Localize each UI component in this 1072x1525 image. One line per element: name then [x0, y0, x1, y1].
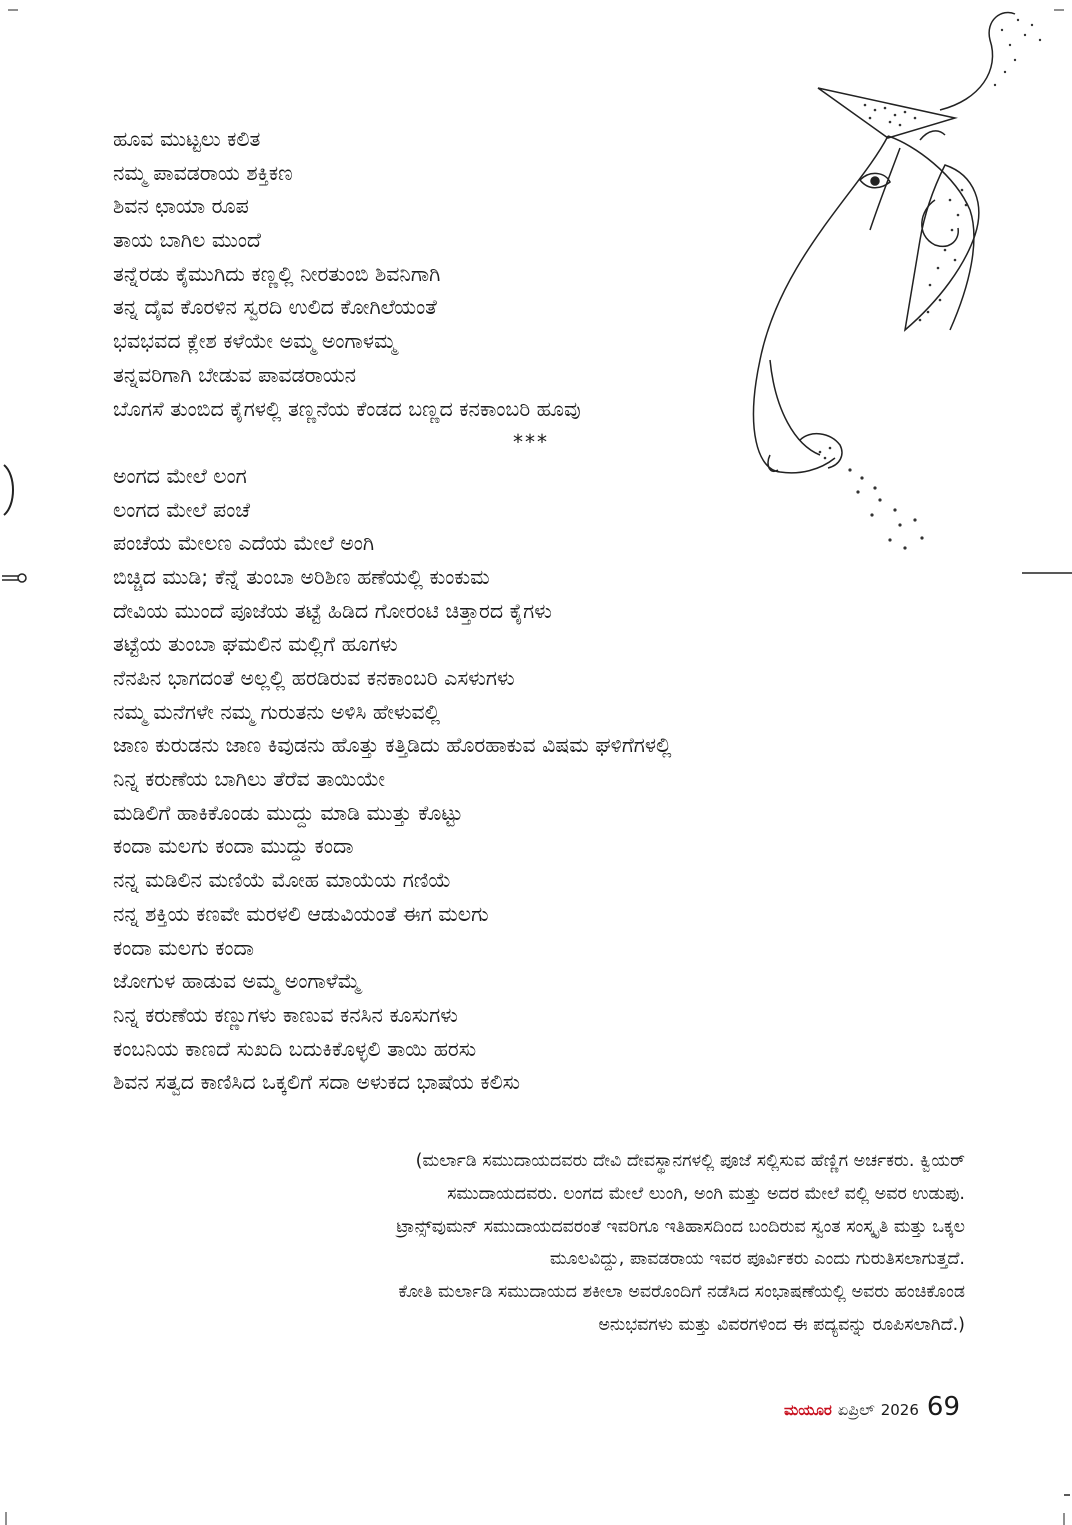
poem-line: ಮಡಿಲಿಗೆ ಹಾಕಿಕೊಂಡು ಮುದ್ದು ಮಾಡಿ ಮುತ್ತು ಕೊಟ್ಟು [113, 800, 463, 825]
poem-line: ಅಂಗದ ಮೇಲೆ ಲಂಗ [113, 463, 247, 488]
poem-line: ತಾಯ ಬಾಗಿಲ ಮುಂದೆ [113, 228, 261, 253]
poem-body [113, 123, 973, 1100]
issue-month: ಏಪ್ರಿಲ್ [837, 1400, 875, 1419]
note-line: ಟ್ರಾನ್ಸ್‌ವುಮನ್ ಸಮುದಾಯದವರಂತೆ ಇವರಿಗೂ ಇತಿಹಾಸದಿಂದ ಬಂದಿರುವ ಸ್ವಂತ ಸಂಸ್ಕೃತಿ ಮತ್ತು ಒಕ್ಕಲ [396, 1216, 965, 1237]
poem-line: ಹೂವ ಮುಟ್ಟಲು ಕಲಿತ [113, 127, 261, 151]
poem-line: ಜೋಗುಳ ಹಾಡುವ ಅಮ್ಮ ಅಂಗಾಳೆಮ್ಮೆ [113, 969, 361, 994]
note-line: ಅನುಭವಗಳು ಮತ್ತು ವಿವರಗಳಿಂದ ಈ ಪದ್ಯವನ್ನು ರೂಪಿಸಲಾಗಿದೆ.) [598, 1314, 965, 1335]
poem-line: ಕಂದಾ ಮಲಗು ಕಂದಾ [113, 935, 254, 960]
issue-year: 2026 [880, 1401, 919, 1419]
poem-line: ಬಿಚ್ಚಿದ ಮುಡಿ; ಕೆನ್ನೆ ತುಂಬಾ ಅರಿಶಿಣ ಹಣೆಯಲ್ಲಿ ಕುಂಕುಮ [113, 564, 490, 589]
page-footer [784, 1392, 960, 1422]
poem-line: ನೆನಪಿನ ಭಾಗದಂತೆ ಅಲ್ಲಲ್ಲಿ ಹರಡಿರುವ ಕನಕಾಂಬರಿ ಎಸಳುಗಳು [113, 666, 515, 690]
poem-line: ಭವಭವದ ಕ್ಲೇಶ ಕಳೆಯೇ ಅಮ್ಮ ಅಂಗಾಳಮ್ಮ [113, 329, 397, 354]
poem-line: ಕಂಬನಿಯ ಕಾಣದೆ ಸುಖದಿ ಬದುಕಿಕೊಳ್ಳಲಿ ತಾಯಿ ಹರಸು [113, 1036, 477, 1061]
corner-crop-mark [1052, 0, 1072, 20]
poem-note [115, 1145, 965, 1342]
poem-line: ಶಿವನ ಸತ್ವದ ಕಾಣಿಸಿದ ಒಕ್ಕಲಿಗೆ ಸದಾ ಅಳುಕದ ಭಾಷೆಯ ಕಲಿಸು [113, 1070, 521, 1095]
stanza-separator: *** [513, 430, 549, 455]
poem-line: ತಟ್ಟೆಯ ತುಂಬಾ ಘಮಲಿನ ಮಲ್ಲಿಗೆ ಹೂಗಳು [113, 632, 398, 657]
corner-crop-mark [1058, 1485, 1072, 1525]
poem-line: ನಿನ್ನ ಕರುಣೆಯ ಕಣ್ಣುಗಳು ಕಾಣುವ ಕನಸಿನ ಕೂಸುಗಳು [113, 1002, 458, 1027]
poem-line: ತನ್ನೆರಡು ಕೈಮುಗಿದು ಕಣ್ಣಲ್ಲಿ ನೀರತುಂಬಿ ಶಿವನಿಗಾಗಿ [113, 261, 441, 286]
poem-line: ನನ್ನ ಮಡಿಲಿನ ಮಣಿಯೆ ಮೋಹ ಮಾಯೆಯ ಗಣಿಯೆ [113, 868, 452, 893]
page-number: 69 [926, 1392, 960, 1422]
poem-line: ಬೊಗಸೆ ತುಂಬಿದ ಕೈಗಳಲ್ಲಿ ತಣ್ಣನೆಯ ಕೆಂಡದ ಬಣ್ಣದ ಕನಕಾಂಬರಿ ಹೂವು [113, 396, 581, 421]
poem-line: ಲಂಗದ ಮೇಲೆ ಪಂಚೆ [113, 497, 251, 522]
poem-line: ನನ್ನ ಶಕ್ತಿಯ ಕಣವೇ ಮರಳಲಿ ಆಡುವಿಯಂತೆ ಈಗ ಮಲಗು [113, 901, 489, 926]
poem-line: ಪಂಚೆಯ ಮೇಲಣ ಎದೆಯ ಮೇಲೆ ಅಂಗಿ [113, 531, 375, 556]
poem-line: ನಮ್ಮ ಮನೆಗಳೇ ನಮ್ಮ ಗುರುತನು ಅಳಿಸಿ ಹೇಳುವಲ್ಲಿ [113, 699, 441, 724]
poem-line: ತನ್ನವರಿಗಾಗಿ ಬೇಡುವ ಪಾವಡರಾಯನ [113, 362, 357, 387]
poem-line: ತನ್ನ ದೈವ ಕೊರಳಿನ ಸ್ವರದಿ ಉಲಿದ ಕೋಗಿಲೆಯಂತೆ [113, 295, 437, 320]
note-line: ಕೋತಿ ಮರ್ಲಾಡಿ ಸಮುದಾಯದ ಶಕೀಲಾ ಅವರೊಂದಿಗೆ ನಡೆಸಿದ ಸಂಭಾಷಣೆಯಲ್ಲಿ ಅವರು ಹಂಚಿಕೊಂಡ [398, 1282, 965, 1303]
poem-line: ನಮ್ಮ ಪಾವಡರಾಯ ಶಕ್ತಿಕಣ [113, 160, 293, 185]
left-edge-bracket-icon [0, 460, 20, 520]
corner-crop-mark [0, 1510, 14, 1525]
note-line: ಸಮುದಾಯದವರು. ಲಂಗದ ಮೇಲೆ ಲುಂಗಿ, ಅಂಗಿ ಮತ್ತು ಅದರ ಮೇಲೆ ವಲ್ಲಿ ಅವರ ಉಡುಪು. [447, 1183, 965, 1204]
right-edge-rule [1022, 570, 1072, 576]
note-line: (ಮರ್ಲಾಡಿ ಸಮುದಾಯದವರು ದೇವಿ ದೇವಸ್ಥಾನಗಳಲ್ಲಿ ಪೂಜೆ ಸಲ್ಲಿಸುವ ಹೆಣ್ಣಿಗ ಅರ್ಚಕರು. ಕ್ವಿಯರ್ [415, 1151, 965, 1171]
poem-line: ಶಿವನ ಛಾಯಾ ರೂಪ [113, 194, 249, 219]
magazine-brand: ಮಯೂರ [784, 1401, 832, 1419]
note-line: ಮೂಲವಿದ್ದು, ಪಾವಡರಾಯ ಇವರ ಪೂರ್ವಿಕರು ಎಂದು ಗುರುತಿಸಲಾಗುತ್ತದೆ. [549, 1249, 965, 1270]
corner-crop-mark [0, 0, 20, 20]
poem-line: ನಿನ್ನ ಕರುಣೆಯ ಬಾಗಿಲು ತೆರೆವ ತಾಯಿಯೇ [113, 767, 386, 792]
left-edge-key-icon [0, 568, 30, 588]
poem-line: ಕಂದಾ ಮಲಗು ಕಂದಾ ಮುದ್ದು ಕಂದಾ [113, 834, 354, 859]
poem-line: ಜಾಣ ಕುರುಡನು ಜಾಣ ಕಿವುಡನು ಹೊತ್ತು ಕತ್ತಿಡಿದು ಹೊರಹಾಕುವ ವಿಷಮ ಘಳಿಗೆಗಳಲ್ಲಿ [113, 733, 672, 758]
poem-line: ದೇವಿಯ ಮುಂದೆ ಪೂಜೆಯ ತಟ್ಟೆ ಹಿಡಿದ ಗೋರಂಟಿ ಚಿತ್ತಾರದ ಕೈಗಳು [113, 598, 552, 623]
